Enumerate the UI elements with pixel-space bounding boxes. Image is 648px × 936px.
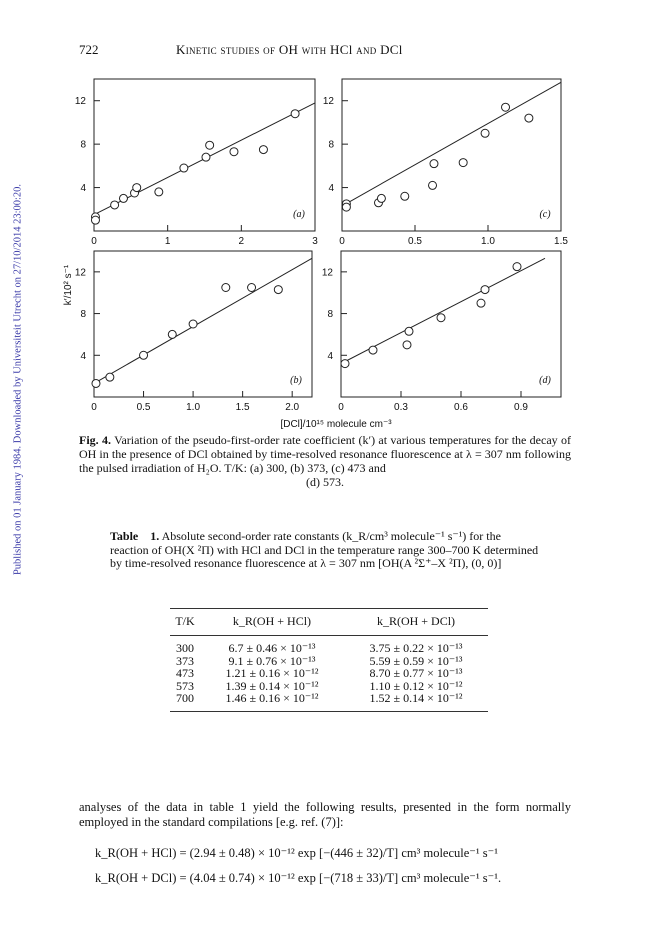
body-paragraph: analyses of the data in table 1 yield the following results, presented in the form normally employed in the standard compilations [e.g. ref. (7)]: — [79, 800, 571, 829]
running-head-part: and — [352, 42, 381, 57]
y-tick-label: 12 — [321, 267, 333, 279]
data-point — [230, 148, 238, 156]
data-point — [369, 346, 377, 354]
y-axis-label: k′/10² s⁻¹ — [63, 264, 74, 306]
plot-frame — [341, 251, 561, 397]
caption-text: Variation of the pseudo-first-order rate coefficient (k′) at various temperatures for the decay of OH in the presence of DCl obtained by time-resolved resonance fluorescence at λ = 307 nm following the pulsed irradiation of H₂O. T/K: (a) 300, (b) 373, (c) 473 and — [79, 433, 571, 475]
x-tick-label: 0.9 — [514, 402, 528, 413]
data-point — [119, 194, 127, 202]
y-tick-label: 8 — [328, 139, 334, 151]
y-tick-label: 12 — [74, 267, 86, 279]
data-point — [111, 201, 119, 209]
x-tick-label: 0.5 — [408, 236, 422, 247]
data-point — [481, 129, 489, 137]
y-tick-label: 8 — [327, 309, 333, 321]
x-tick-label: 0.3 — [394, 402, 408, 413]
data-point — [155, 188, 163, 196]
running-head-part: Kinetic studies of — [176, 42, 279, 57]
table-cell: 9.1 ± 0.76 × 10⁻¹³ — [228, 653, 316, 668]
data-point — [459, 159, 467, 167]
table-cell: 1.52 ± 0.14 × 10⁻¹² — [344, 692, 488, 711]
running-head-part: HCl — [330, 42, 353, 57]
y-tick-label: 12 — [322, 96, 334, 108]
table-cell: 1.10 ± 0.12 × 10⁻¹² — [369, 678, 463, 693]
x-tick-label: 1 — [164, 236, 171, 247]
table-cell: 373 — [175, 653, 194, 668]
x-tick-label: 0 — [91, 402, 97, 413]
table-cell: 1.39 ± 0.14 × 10⁻¹² — [225, 678, 319, 693]
running-head-part: OH — [278, 42, 299, 57]
data-point — [403, 341, 411, 349]
column-header: k_R(OH + DCl) — [344, 609, 488, 636]
table-title-text: Absolute second-order rate constants (k_R/cm³ molecule⁻¹ s⁻¹) for the reaction of OH(X ²Π) with HCl and DCl in the temperature range 300–700 K determined by time-resolved resonance fluorescence at λ = 307 nm [OH(A ²Σ⁺–X ²Π), (0, 0)] — [110, 529, 539, 570]
caption-last-line: (d) 573. — [306, 475, 344, 489]
fit-line — [94, 258, 312, 383]
y-tick-label: 12 — [74, 96, 86, 108]
data-point — [168, 330, 176, 338]
data-point — [206, 141, 214, 149]
table-cell: 6.7 ± 0.46 × 10⁻¹³ — [228, 641, 316, 655]
figure-caption — [79, 433, 571, 489]
data-point — [513, 263, 521, 271]
data-point — [91, 216, 99, 224]
data-point — [481, 286, 489, 294]
y-tick-label: 4 — [327, 350, 333, 362]
data-point — [189, 320, 197, 328]
chart-panels — [75, 79, 569, 413]
table-cell: 700 — [170, 692, 200, 711]
data-point — [133, 184, 141, 192]
running-head-part: DCl — [380, 42, 403, 57]
figure-4 — [0, 0, 648, 440]
data-point — [248, 284, 256, 292]
data-point — [341, 360, 349, 368]
table-row — [170, 667, 488, 680]
fit-line — [342, 82, 561, 206]
panel-label: (b) — [290, 375, 302, 386]
data-point — [437, 314, 445, 322]
table-cell: 1.46 ± 0.16 × 10⁻¹² — [200, 692, 344, 711]
table-cell: 5.59 ± 0.59 × 10⁻¹³ — [369, 653, 463, 668]
table-cell: 3.75 ± 0.22 × 10⁻¹³ — [369, 641, 463, 655]
table-cell: 8.70 ± 0.77 × 10⁻¹³ — [369, 666, 463, 680]
data-point — [502, 103, 510, 111]
x-tick-label: 0.6 — [454, 402, 468, 413]
table-row — [170, 692, 488, 711]
data-point — [401, 192, 409, 200]
panel-label: (c) — [539, 209, 551, 220]
table-title — [110, 530, 540, 571]
column-header: k_R(OH + HCl) — [200, 609, 344, 636]
table-cell: 573 — [175, 678, 194, 693]
data-point — [525, 114, 533, 122]
panel-label: (d) — [539, 375, 551, 386]
equation-hcl: k_R(OH + HCl) = (2.94 ± 0.48) × 10⁻¹² exp [−(446 ± 32)/T] cm³ molecule⁻¹ s⁻¹ — [95, 846, 498, 860]
x-tick-label: 1.5 — [235, 402, 250, 413]
y-tick-label: 8 — [80, 139, 86, 151]
data-point — [342, 203, 350, 211]
table-number: 1. — [150, 529, 160, 543]
data-point — [429, 181, 437, 189]
equation-dcl: k_R(OH + DCl) = (4.04 ± 0.74) × 10⁻¹² exp [−(718 ± 33)/T] cm³ molecule⁻¹ s⁻¹. — [95, 871, 502, 885]
data-point — [377, 194, 385, 202]
x-axis-label: [DCl]/10¹⁵ molecule cm⁻³ — [280, 419, 392, 430]
publication-stamp: Published on 01 January 1984. Downloaded by Universiteit Utrecht on 27/10/2014 23:00:20. — [12, 183, 24, 576]
x-tick-label: 1.5 — [554, 236, 568, 247]
data-point — [291, 110, 299, 118]
data-point — [405, 327, 413, 335]
table-cell: 1.21 ± 0.16 × 10⁻¹² — [225, 666, 319, 680]
page-number: 722 — [79, 42, 99, 57]
data-point — [430, 160, 438, 168]
x-tick-label: 0 — [339, 236, 345, 247]
caption-label: Fig. 4. — [79, 433, 111, 447]
x-tick-label: 1.0 — [481, 236, 495, 247]
x-tick-label: 2.0 — [285, 402, 300, 413]
running-head-part: with — [298, 42, 331, 57]
plot-frame — [342, 79, 561, 231]
y-tick-label: 4 — [80, 183, 86, 195]
table-cell: 300 — [175, 641, 194, 655]
rate-constants-table — [170, 608, 488, 712]
data-point — [274, 286, 282, 294]
x-tick-label: 0.5 — [136, 402, 151, 413]
table-label: Table — [110, 529, 139, 543]
data-point — [140, 351, 148, 359]
column-header: T/K — [170, 609, 200, 636]
table-header-row — [170, 609, 488, 636]
table-cell: 473 — [175, 666, 194, 680]
x-tick-label: 2 — [238, 236, 245, 247]
y-tick-label: 8 — [80, 309, 86, 321]
x-tick-label: 1.0 — [186, 402, 201, 413]
table-row — [170, 636, 488, 655]
x-tick-label: 0 — [338, 402, 344, 413]
panel-label: (a) — [293, 209, 305, 220]
y-tick-label: 4 — [328, 183, 334, 195]
data-point — [202, 153, 210, 161]
y-tick-label: 4 — [80, 350, 86, 362]
data-point — [477, 299, 485, 307]
plot-frame — [94, 251, 312, 397]
x-tick-label: 3 — [312, 236, 318, 247]
data-point — [106, 373, 114, 381]
data-point — [222, 284, 230, 292]
data-point — [259, 146, 267, 154]
data-point — [180, 164, 188, 172]
x-tick-label: 0 — [91, 236, 97, 247]
data-point — [92, 379, 100, 387]
